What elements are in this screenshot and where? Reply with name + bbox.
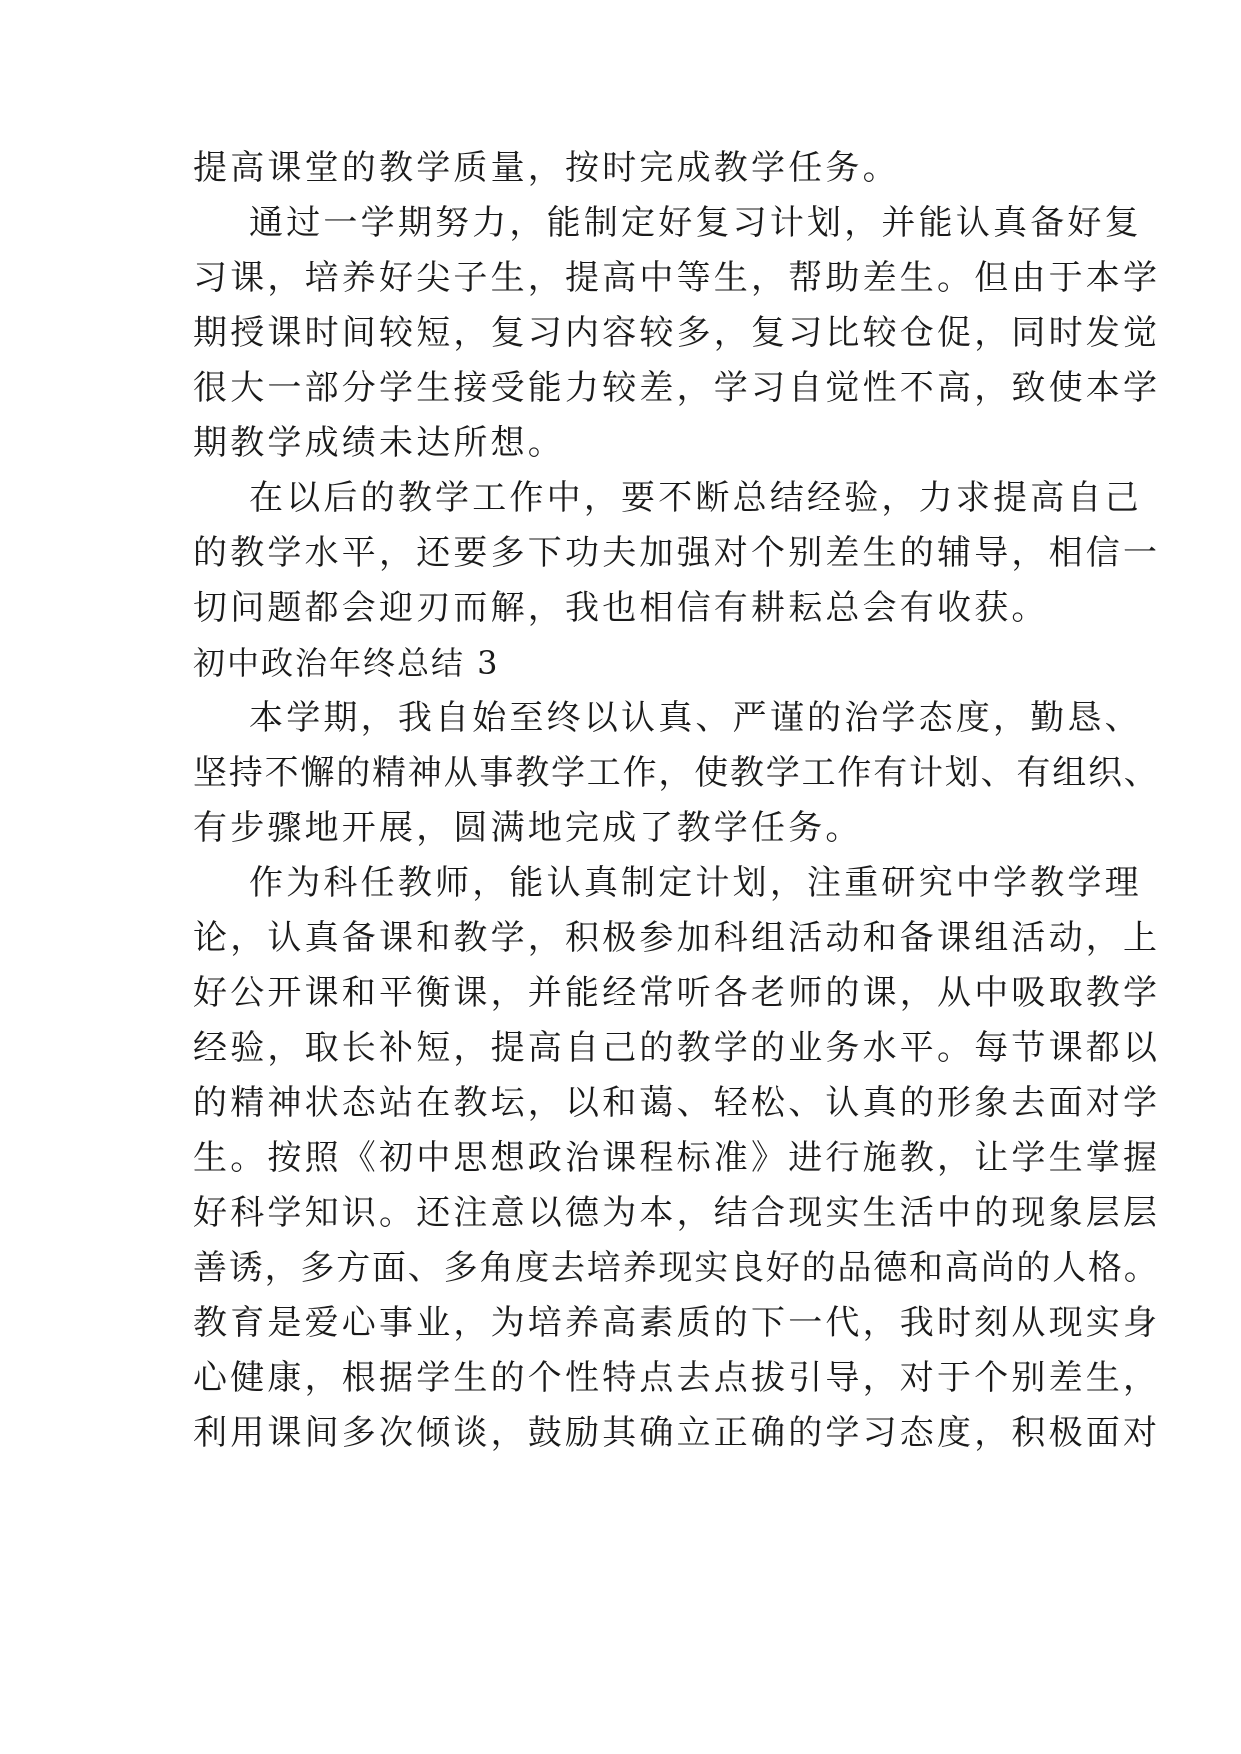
- text-line: 好公开课和平衡课，并能经常听各老师的课，从中吸取教学: [193, 973, 1161, 1013]
- text-line: 很大一部分学生接受能力较差，学习自觉性不高，致使本学: [193, 368, 1161, 408]
- paragraph-first-line: 本学期，我自始至终以认真、严谨的治学态度，勤恳、: [193, 698, 1142, 738]
- text-line: 的教学水平，还要多下功夫加强对个别差生的辅导，相信一: [193, 533, 1161, 573]
- text-line: 期授课时间较短，复习内容较多，复习比较仓促，同时发觉: [193, 313, 1161, 353]
- text-line: 期教学成绩未达所想。: [193, 423, 565, 463]
- paragraph-first-line: 作为科任教师，能认真制定计划，注重研究中学教学理: [193, 863, 1142, 903]
- text-line: 心健康，根据学生的个性特点去点拔引导，对于个别差生，: [193, 1358, 1161, 1398]
- text-line: 论，认真备课和教学，积极参加科组活动和备课组活动，上: [193, 918, 1161, 958]
- text-line: 善诱，多方面、多角度去培养现实良好的品德和高尚的人格。: [193, 1248, 1160, 1288]
- paragraph-first-line: 在以后的教学工作中，要不断总结经验，力求提高自己: [193, 478, 1142, 518]
- text-line: 经验，取长补短，提高自己的教学的业务水平。每节课都以: [193, 1028, 1161, 1068]
- section-heading: 初中政治年终总结 3: [193, 644, 500, 682]
- text-line: 好科学知识。还注意以德为本，结合现实生活中的现象层层: [193, 1193, 1161, 1233]
- text-line: 生。按照《初中思想政治课程标准》进行施教，让学生掌握: [193, 1138, 1161, 1178]
- text-line: 习课，培养好尖子生，提高中等生，帮助差生。但由于本学: [193, 258, 1161, 298]
- text-line: 提高课堂的教学质量，按时完成教学任务。: [193, 148, 900, 188]
- text-line: 有步骤地开展，圆满地完成了教学任务。: [193, 808, 863, 848]
- paragraph-first-line: 通过一学期努力，能制定好复习计划，并能认真备好复: [193, 203, 1142, 243]
- text-line: 切问题都会迎刃而解，我也相信有耕耘总会有收获。: [193, 588, 1049, 628]
- text-line: 教育是爱心事业，为培养高素质的下一代，我时刻从现实身: [193, 1303, 1161, 1343]
- text-line: 的精神状态站在教坛，以和蔼、轻松、认真的形象去面对学: [193, 1083, 1161, 1123]
- text-line: 坚持不懈的精神从事教学工作，使教学工作有计划、有组织、: [193, 753, 1160, 793]
- text-line: 利用课间多次倾谈，鼓励其确立正确的学习态度，积极面对: [193, 1413, 1161, 1453]
